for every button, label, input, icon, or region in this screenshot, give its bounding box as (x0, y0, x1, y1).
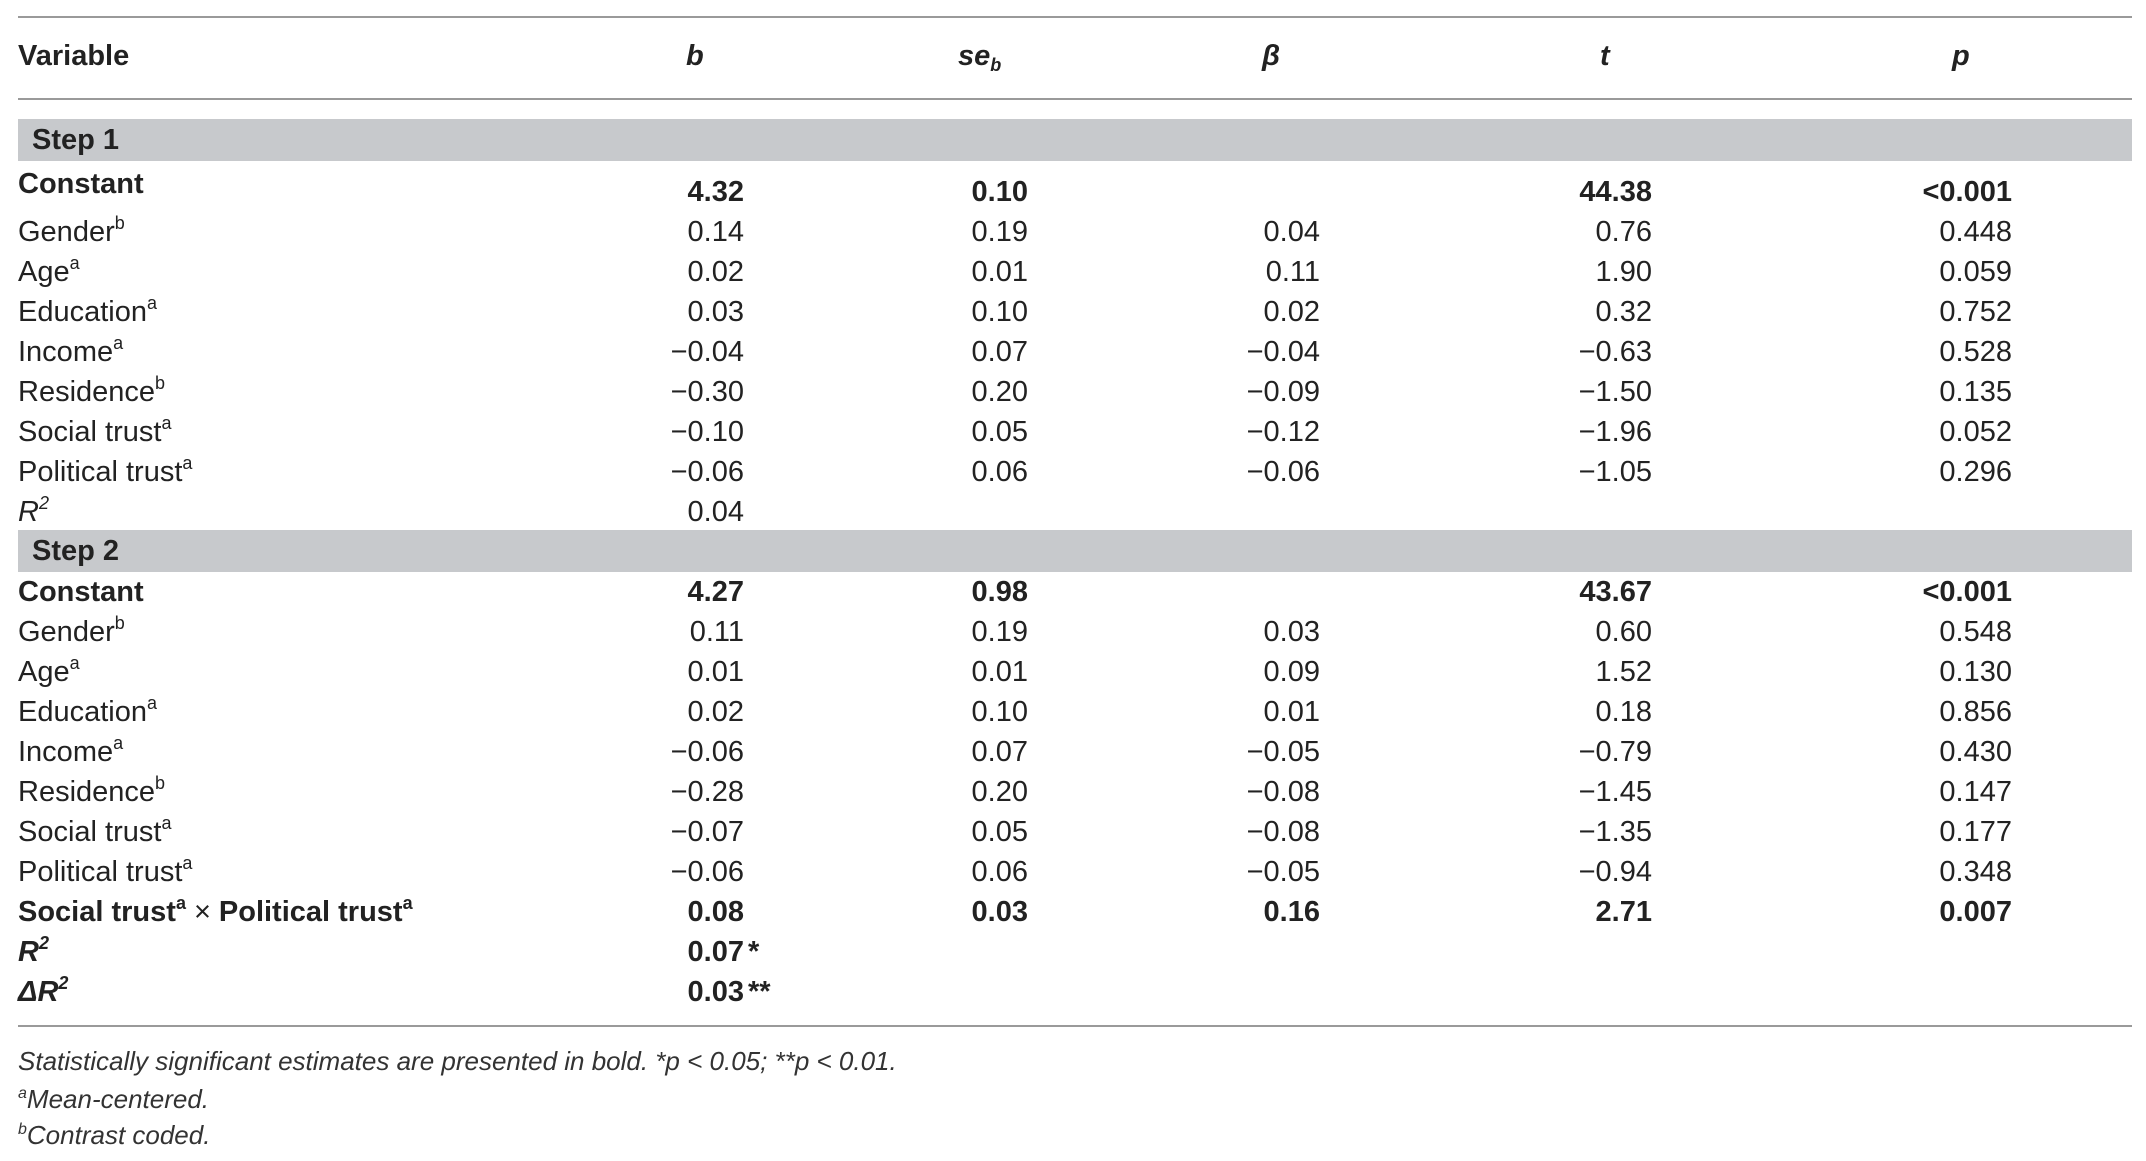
cell-beta: −0.08 (1246, 816, 1320, 848)
cell-b: −0.10 (670, 416, 744, 448)
table-row (18, 732, 2132, 772)
step-label: Step 1 (32, 124, 120, 156)
cell-p: 0.348 (1939, 856, 2012, 888)
cell-p: 0.430 (1939, 736, 2012, 768)
table-row-r2 (18, 932, 2132, 972)
cell-p: 0.147 (1939, 776, 2012, 808)
cell-t: 0.60 (1595, 616, 1652, 648)
cell-beta: 0.03 (1263, 616, 1320, 648)
row-label: Social trust$^a$ (18, 413, 172, 448)
row-label: Income$^a$ (18, 333, 124, 368)
footnote-significance: Statistically significant estimates are presented in bold. *p < 0.05; **p < 0.01. (18, 1046, 897, 1076)
footnote-mean-centered: $^a$Mean-centered. (18, 1084, 210, 1114)
cell-se: 0.10 (971, 176, 1028, 208)
cell-p: 0.296 (1939, 456, 2012, 488)
cell-beta: −0.12 (1246, 416, 1320, 448)
table-row (18, 372, 2132, 412)
cell-p: 0.052 (1939, 416, 2012, 448)
cell-b: 4.27 (687, 576, 744, 608)
row-label: Education$^a$ (18, 293, 158, 328)
cell-t: −1.45 (1578, 776, 1652, 808)
cell-b: −0.06 (670, 856, 744, 888)
row-label: Gender$^b$ (18, 213, 125, 248)
cell-p: 0.007 (1939, 896, 2012, 928)
cell-p: 0.059 (1939, 256, 2012, 288)
table-row-r2 (18, 492, 2132, 532)
cell-t: 0.76 (1595, 216, 1652, 248)
cell-b: −0.04 (670, 336, 744, 368)
cell-b: −0.28 (670, 776, 744, 808)
cell-p: 0.752 (1939, 296, 2012, 328)
cell-b: 0.03 (687, 296, 744, 328)
table-row (18, 692, 2132, 732)
cell-beta: 0.09 (1263, 656, 1320, 688)
cell-beta: −0.05 (1246, 856, 1320, 888)
cell-t: −1.05 (1578, 456, 1652, 488)
cell-p: <0.001 (1922, 176, 2012, 208)
header-se: $se_b$ (958, 40, 1002, 75)
table-row (18, 772, 2132, 812)
row-label: Constant (18, 168, 144, 200)
table-top-rule (18, 16, 2132, 18)
cell-se: 0.19 (971, 616, 1028, 648)
cell-se: 0.07 (971, 736, 1028, 768)
cell-beta: 0.02 (1263, 296, 1320, 328)
table-row (18, 164, 2132, 208)
cell-beta: −0.05 (1246, 736, 1320, 768)
row-label: Social trust$^a$ (18, 813, 172, 848)
table-row (18, 292, 2132, 332)
cell-p: 0.448 (1939, 216, 2012, 248)
cell-beta: 0.16 (1263, 896, 1320, 928)
cell-b: 0.02 (687, 696, 744, 728)
cell-se: 0.06 (971, 856, 1028, 888)
footnote-contrast-coded: $^b$Contrast coded. (18, 1120, 211, 1150)
cell-b: 0.01 (687, 656, 744, 688)
cell-b: 4.32 (687, 176, 744, 208)
cell-p: 0.135 (1939, 376, 2012, 408)
row-label: Social trust$^a$ × Political trust$^a$ (18, 893, 413, 928)
cell-se: 0.05 (971, 816, 1028, 848)
cell-t: 43.67 (1579, 576, 1652, 608)
cell-p: 0.528 (1939, 336, 2012, 368)
header-bottom-rule (18, 98, 2132, 100)
cell-beta: −0.04 (1246, 336, 1320, 368)
cell-p: 0.130 (1939, 656, 2012, 688)
cell-t: −0.79 (1578, 736, 1652, 768)
cell-se: 0.07 (971, 336, 1028, 368)
table-row (18, 652, 2132, 692)
cell-se: 0.10 (971, 296, 1028, 328)
significance-stars: * (748, 936, 760, 968)
significance-stars: ** (748, 976, 771, 1008)
table-row-delta-r2 (18, 972, 2132, 1012)
cell-se: 0.05 (971, 416, 1028, 448)
row-label: Age$^a$ (18, 653, 80, 688)
header-variable: Variable (18, 40, 130, 72)
cell-se: 0.06 (971, 456, 1028, 488)
step-2-band (18, 530, 2132, 572)
table-row (18, 572, 2132, 612)
cell-p: 0.177 (1939, 816, 2012, 848)
row-label: $R^2$ (18, 933, 49, 968)
cell-b: −0.30 (670, 376, 744, 408)
table-row-interaction (18, 892, 2132, 932)
cell-t: −0.94 (1578, 856, 1652, 888)
header-beta: β (1262, 40, 1280, 72)
cell-se: 0.98 (971, 576, 1028, 608)
cell-b: −0.06 (670, 456, 744, 488)
table-row (18, 212, 2132, 252)
row-label: Residence$^b$ (18, 773, 166, 808)
cell-b: 0.03 (687, 976, 744, 1008)
cell-b: 0.14 (687, 216, 744, 248)
cell-t: 0.32 (1595, 296, 1652, 328)
cell-beta: −0.06 (1246, 456, 1320, 488)
row-label: $R^2$ (18, 493, 49, 528)
cell-se: 0.10 (971, 696, 1028, 728)
cell-beta: 0.04 (1263, 216, 1320, 248)
header-t: t (1600, 40, 1610, 72)
cell-b: −0.06 (670, 736, 744, 768)
cell-se: 0.03 (971, 896, 1028, 928)
cell-b: 0.08 (687, 896, 744, 928)
cell-t: −0.63 (1578, 336, 1652, 368)
table-row (18, 452, 2132, 492)
cell-t: −1.35 (1578, 816, 1652, 848)
row-label: Gender$^b$ (18, 613, 125, 648)
cell-beta: −0.08 (1246, 776, 1320, 808)
cell-t: −1.50 (1578, 376, 1652, 408)
cell-t: 1.90 (1595, 256, 1652, 288)
cell-se: 0.20 (971, 376, 1028, 408)
row-label: Education$^a$ (18, 693, 158, 728)
header-b: b (686, 40, 704, 72)
cell-t: −1.96 (1578, 416, 1652, 448)
table-row (18, 812, 2132, 852)
cell-b: −0.07 (670, 816, 744, 848)
cell-p: 0.548 (1939, 616, 2012, 648)
row-label: Constant (18, 576, 144, 608)
cell-p: 0.856 (1939, 696, 2012, 728)
cell-se: 0.19 (971, 216, 1028, 248)
table-row (18, 852, 2132, 892)
cell-p: <0.001 (1922, 576, 2012, 608)
table-bottom-rule (18, 1025, 2132, 1027)
header-p: p (1952, 40, 1970, 72)
cell-se: 0.01 (971, 256, 1028, 288)
table-row (18, 612, 2132, 652)
step-label: Step 2 (32, 535, 120, 567)
row-label: Age$^a$ (18, 253, 80, 288)
cell-beta: −0.09 (1246, 376, 1320, 408)
cell-t: 1.52 (1595, 656, 1652, 688)
cell-t: 0.18 (1595, 696, 1652, 728)
step-1-band (18, 119, 2132, 161)
cell-b: 0.02 (687, 256, 744, 288)
cell-se: 0.20 (971, 776, 1028, 808)
row-label: $\Delta R^2$ (18, 973, 69, 1008)
row-label: Political trust$^a$ (18, 453, 193, 488)
cell-beta: 0.01 (1263, 696, 1320, 728)
cell-beta: 0.11 (1265, 256, 1320, 288)
row-label: Residence$^b$ (18, 373, 166, 408)
cell-t: 2.71 (1595, 896, 1652, 928)
table-row (18, 332, 2132, 372)
table-row (18, 252, 2132, 292)
cell-b: 0.07 (687, 936, 744, 968)
table-row (18, 412, 2132, 452)
cell-b: 0.11 (689, 616, 744, 648)
cell-t: 44.38 (1579, 176, 1652, 208)
cell-b: 0.04 (687, 496, 744, 528)
row-label: Political trust$^a$ (18, 853, 193, 888)
row-label: Income$^a$ (18, 733, 124, 768)
cell-se: 0.01 (971, 656, 1028, 688)
